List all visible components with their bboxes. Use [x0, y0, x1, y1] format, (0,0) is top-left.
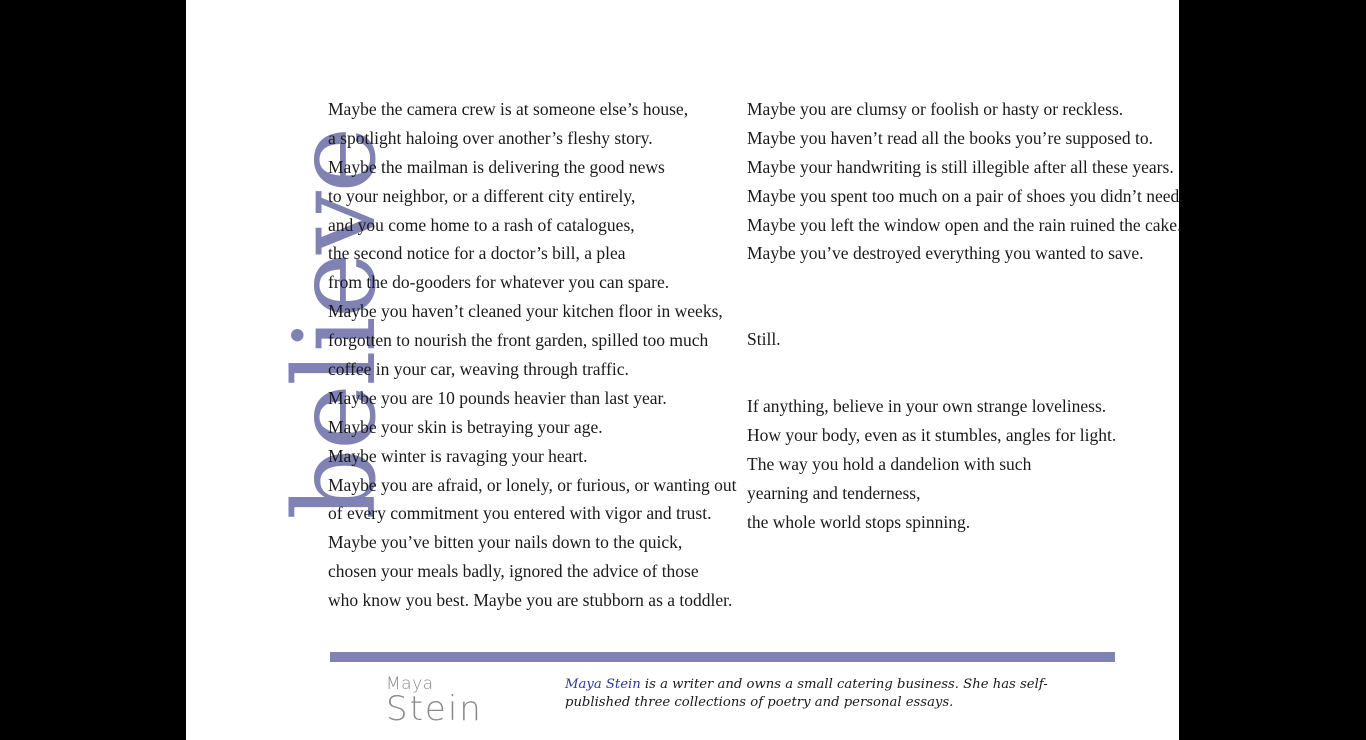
poem-line: coffee in your car, weaving through traffic. — [328, 359, 629, 380]
poem-right-column — [747, 95, 1184, 537]
poem-line: chosen your meals badly, ignored the advice of those — [328, 561, 699, 582]
stanza-gap — [747, 268, 1177, 325]
poem-line: from the do-gooders for whatever you can spare. — [328, 272, 670, 293]
poem-left-column — [328, 95, 737, 615]
poem-line: forgotten to nourish the front garden, spilled too much — [328, 330, 709, 351]
stanza-gap — [747, 354, 1177, 392]
poem-line: who know you best. Maybe you are stubborn as a toddler. — [328, 590, 733, 611]
poem-line: Maybe you spent too much on a pair of shoes you didn’t need. — [747, 185, 1184, 206]
poem-line: a spotlight haloing over another’s fleshy story. — [328, 127, 653, 148]
poem-line: the second notice for a doctor’s bill, a plea — [328, 243, 626, 264]
poem-line: How your body, even as it stumbles, angles for light. — [747, 425, 1117, 446]
logo-first-name: Maya — [386, 674, 434, 694]
poem-line: Maybe the mailman is delivering the good news — [328, 156, 665, 177]
poem-line: Maybe your skin is betraying your age. — [328, 416, 603, 437]
author-logo — [386, 674, 483, 729]
poem-line: Maybe you haven’t cleaned your kitchen floor in weeks, — [328, 301, 723, 322]
poem-line: Maybe you are afraid, or lonely, or furious, or wanting out — [328, 474, 737, 495]
poem-line: and you come home to a rash of catalogues, — [328, 214, 635, 235]
author-bio-text: is a writer and owns a small catering business. She has self-published three collections of poetry and personal essays. — [565, 677, 1048, 710]
poem-title: believe — [271, 128, 401, 520]
poem-line: of every commitment you entered with vigor and trust. — [328, 503, 712, 524]
poem-line: Maybe you haven’t read all the books you’re supposed to. — [747, 127, 1153, 148]
author-bio — [565, 676, 1085, 711]
poem-page — [186, 0, 1184, 740]
poem-line: Maybe you’ve bitten your nails down to the quick, — [328, 532, 683, 553]
author-name-link[interactable]: Maya Stein — [565, 677, 641, 692]
poem-line: yearning and tenderness, — [747, 482, 921, 503]
poem-line: Maybe you’ve destroyed everything you wanted to save. — [747, 243, 1144, 264]
poem-line: to your neighbor, or a different city entirely, — [328, 185, 636, 206]
poem-line: If anything, believe in your own strange loveliness. — [747, 396, 1107, 417]
footer-divider — [330, 652, 1115, 662]
poem-line: the whole world stops spinning. — [747, 511, 971, 532]
poem-line: Maybe you are 10 pounds heavier than last year. — [328, 387, 667, 408]
poem-line: Maybe you are clumsy or foolish or hasty or reckless. — [747, 99, 1124, 119]
logo-last-name: Stein — [386, 689, 483, 729]
poem-line: Maybe winter is ravaging your heart. — [328, 445, 588, 466]
poem-line: Maybe you left the window open and the rain ruined the cake. — [747, 214, 1182, 235]
poem-line: Maybe the camera crew is at someone else’s house, — [328, 99, 689, 119]
poem-line: Maybe your handwriting is still illegible after all these years. — [747, 156, 1174, 177]
poem-still-line: Still. — [747, 329, 781, 350]
poem-line: The way you hold a dandelion with such — [747, 454, 1032, 475]
